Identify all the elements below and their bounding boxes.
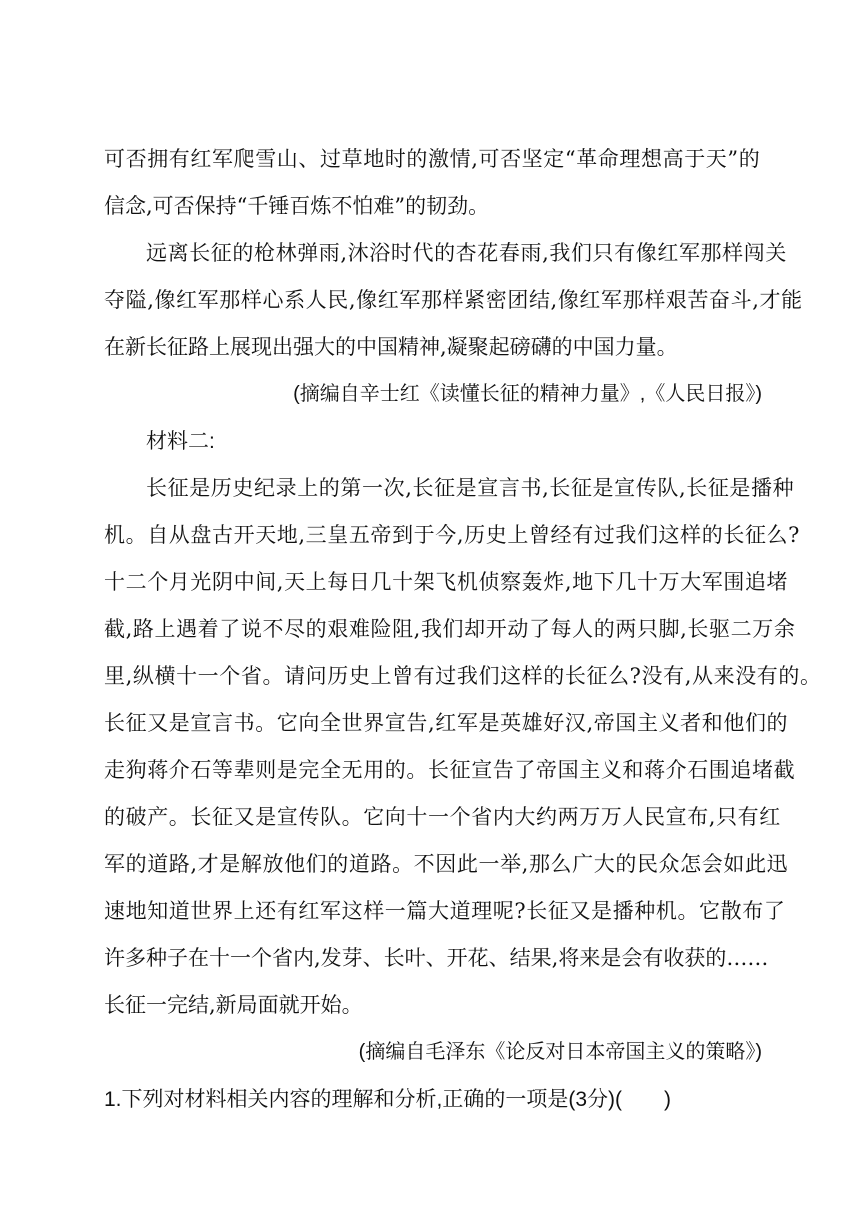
material2-line-11: 许多种子在十一个省内,发芽、长叶、开花、结果,将来是会有收获的…… bbox=[104, 946, 769, 970]
material2-line-6: 长征又是宣言书。它向全世界宣告,红军是英雄好汉,帝国主义者和他们的 bbox=[104, 711, 789, 735]
material1-para2-line-2: 夺隘,像红军那样心系人民,像红军那样紧密团结,像红军那样艰苦奋斗,才能 bbox=[104, 288, 803, 312]
material2-line-10: 速地知道世界上还有红军这样一篇大道理呢?长征又是播种机。它散布了 bbox=[104, 899, 786, 923]
material1-source: (摘编自辛士红《读懂长征的精神力量》,《人民日报》) bbox=[293, 383, 762, 405]
material2-line-3: 十二个月光阴中间,天上每日几十架飞机侦察轰炸,地下几十万大军围追堵 bbox=[104, 570, 789, 594]
material1-para2-line-1: 远离长征的枪林弹雨,沐浴时代的杏花春雨,我们只有像红军那样闯关 bbox=[146, 241, 787, 265]
material2-line-1: 长征是历史纪录上的第一次,长征是宣言书,长征是宣传队,长征是播种 bbox=[146, 476, 795, 500]
document-content bbox=[104, 136, 822, 1123]
material1-line-2: 信念,可否保持“千锤百炼不怕难”的韧劲。 bbox=[104, 194, 490, 218]
material2-line-12: 长征一完结,新局面就开始。 bbox=[104, 993, 363, 1017]
material1-line-1: 可否拥有红军爬雪山、过草地时的激情,可否坚定“革命理想高于天”的 bbox=[104, 147, 761, 171]
material2-line-9: 军的道路,才是解放他们的道路。不因此一举,那么广大的民众怎会如此迅 bbox=[104, 852, 789, 876]
material2-label: 材料二: bbox=[146, 430, 215, 453]
material2-line-7: 走狗蒋介石等辈则是完全无用的。长征宣告了帝国主义和蒋介石围追堵截 bbox=[104, 758, 796, 782]
material2-line-8: 的破产。长征又是宣传队。它向十一个省内大约两万万人民宣布,只有红 bbox=[104, 805, 781, 829]
material2-line-5: 里,纵横十一个省。请问历史上曾有过我们这样的长征么?没有,从来没有的。 bbox=[104, 664, 822, 688]
material2-line-2: 机。自从盘古开天地,三皇五帝到于今,历史上曾经有过我们这样的长征么? bbox=[104, 523, 801, 547]
material2-line-4: 截,路上遇着了说不尽的艰难险阻,我们却开动了每人的两只脚,长驱二万余 bbox=[104, 617, 796, 641]
material2-source: (摘编自毛泽东《论反对日本帝国主义的策略》) bbox=[358, 1041, 762, 1063]
material1-para2-line-3: 在新长征路上展现出强大的中国精神,凝聚起磅礴的中国力量。 bbox=[104, 335, 678, 359]
question-1: 1.下列对材料相关内容的理解和分析,正确的一项是(3分)( ) bbox=[104, 1088, 671, 1111]
